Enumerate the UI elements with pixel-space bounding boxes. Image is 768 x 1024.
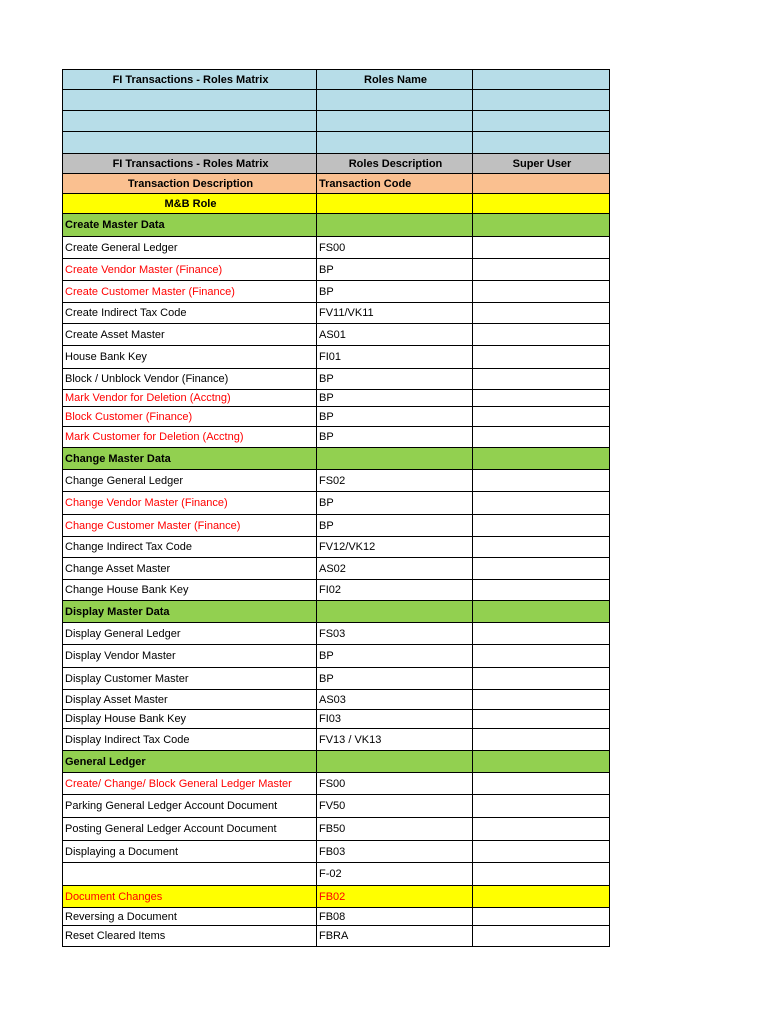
transaction-code: AS03 — [317, 690, 473, 710]
super-user-cell[interactable] — [473, 645, 610, 668]
super-user-cell[interactable] — [473, 281, 610, 303]
table-row — [63, 690, 610, 710]
roles-matrix-table — [62, 69, 610, 947]
table-row — [63, 645, 610, 668]
table-row — [63, 886, 610, 908]
super-user-cell[interactable] — [473, 427, 610, 448]
transaction-code: FS02 — [317, 470, 473, 492]
transaction-description: Document Changes — [63, 886, 317, 908]
roles-name-value[interactable] — [473, 70, 610, 90]
table-row — [63, 558, 610, 580]
transaction-code — [317, 601, 473, 623]
table-row — [63, 515, 610, 537]
super-user-cell[interactable] — [473, 237, 610, 259]
super-user-cell[interactable] — [473, 751, 610, 773]
description-row — [63, 154, 610, 174]
transaction-description: Reset Cleared Items — [63, 926, 317, 947]
transaction-code: BP — [317, 407, 473, 427]
section-row — [63, 448, 610, 470]
super-user-cell[interactable] — [473, 303, 610, 324]
title-row — [63, 70, 610, 90]
table-row — [63, 908, 610, 926]
transaction-description: Mark Vendor for Deletion (Acctng) — [63, 390, 317, 407]
super-user-cell[interactable] — [473, 492, 610, 515]
transaction-description: Displaying a Document — [63, 841, 317, 863]
transaction-code: FB02 — [317, 886, 473, 908]
transaction-description: Block / Unblock Vendor (Finance) — [63, 369, 317, 390]
transaction-code: FI02 — [317, 580, 473, 601]
transaction-code: FV50 — [317, 795, 473, 818]
transaction-description: Display Customer Master — [63, 668, 317, 690]
super-user-cell[interactable] — [473, 668, 610, 690]
super-user-cell[interactable] — [473, 623, 610, 645]
transaction-description: Display House Bank Key — [63, 710, 317, 729]
table-row — [63, 369, 610, 390]
transaction-description: Display Vendor Master — [63, 645, 317, 668]
table-row — [63, 237, 610, 259]
transaction-description: Display Master Data — [63, 601, 317, 623]
transaction-description: House Bank Key — [63, 346, 317, 369]
table-row — [63, 281, 610, 303]
transaction-code: AS02 — [317, 558, 473, 580]
super-user-cell[interactable] — [473, 346, 610, 369]
transaction-description: Change Customer Master (Finance) — [63, 515, 317, 537]
super-user-cell[interactable] — [473, 818, 610, 841]
table-row — [63, 818, 610, 841]
super-user-header: Super User — [473, 154, 610, 174]
blank-row — [63, 111, 610, 132]
transaction-code: FV13 / VK13 — [317, 729, 473, 751]
transaction-description: Change Vendor Master (Finance) — [63, 492, 317, 515]
transaction-code — [317, 214, 473, 237]
transaction-description: Create Customer Master (Finance) — [63, 281, 317, 303]
transaction-code: FV11/VK11 — [317, 303, 473, 324]
transaction-description: Create Vendor Master (Finance) — [63, 259, 317, 281]
super-user-cell[interactable] — [473, 841, 610, 863]
table-row — [63, 926, 610, 947]
transaction-code: FV12/VK12 — [317, 537, 473, 558]
transaction-code: AS01 — [317, 324, 473, 346]
table-row — [63, 580, 610, 601]
super-user-cell[interactable] — [473, 926, 610, 947]
transaction-code: FB50 — [317, 818, 473, 841]
table-row — [63, 863, 610, 886]
matrix-title-2: FI Transactions - Roles Matrix — [63, 154, 317, 174]
transaction-code: FI03 — [317, 710, 473, 729]
transaction-description: Change House Bank Key — [63, 580, 317, 601]
transaction-code: FS00 — [317, 773, 473, 795]
super-user-cell[interactable] — [473, 773, 610, 795]
role-name: M&B Role — [63, 194, 317, 214]
transaction-description: Create/ Change/ Block General Ledger Master — [63, 773, 317, 795]
transaction-description: Display General Ledger — [63, 623, 317, 645]
super-user-cell[interactable] — [473, 407, 610, 427]
transaction-description: Create Indirect Tax Code — [63, 303, 317, 324]
super-user-cell[interactable] — [473, 448, 610, 470]
transaction-description — [63, 863, 317, 886]
table-row — [63, 259, 610, 281]
transaction-code: BP — [317, 281, 473, 303]
super-user-cell[interactable] — [473, 537, 610, 558]
table-row — [63, 841, 610, 863]
transaction-description: Create General Ledger — [63, 237, 317, 259]
blank-row — [63, 132, 610, 154]
super-user-cell[interactable] — [473, 908, 610, 926]
table-row — [63, 492, 610, 515]
transaction-description: Block Customer (Finance) — [63, 407, 317, 427]
transaction-description: Display Asset Master — [63, 690, 317, 710]
column-header-row — [63, 174, 610, 194]
role-row — [63, 194, 610, 214]
transaction-code: BP — [317, 668, 473, 690]
table-row — [63, 710, 610, 729]
transaction-code: BP — [317, 390, 473, 407]
transaction-description: Change General Ledger — [63, 470, 317, 492]
transaction-description: Reversing a Document — [63, 908, 317, 926]
transaction-description-header: Transaction Description — [63, 174, 317, 194]
super-user-cell[interactable] — [473, 369, 610, 390]
transaction-code — [317, 448, 473, 470]
transaction-description: Parking General Ledger Account Document — [63, 795, 317, 818]
transaction-code: BP — [317, 369, 473, 390]
transaction-code: FB03 — [317, 841, 473, 863]
table-row — [63, 623, 610, 645]
table-row — [63, 390, 610, 407]
transaction-code: FS03 — [317, 623, 473, 645]
transaction-code-header: Transaction Code — [317, 174, 473, 194]
super-user-cell[interactable] — [473, 214, 610, 237]
super-user-cell[interactable] — [473, 863, 610, 886]
table-row — [63, 303, 610, 324]
table-row — [63, 407, 610, 427]
matrix-title: FI Transactions - Roles Matrix — [63, 70, 317, 90]
transaction-code: BP — [317, 645, 473, 668]
transaction-description: Display Indirect Tax Code — [63, 729, 317, 751]
transaction-code: FS00 — [317, 237, 473, 259]
super-user-cell[interactable] — [473, 259, 610, 281]
roles-matrix-body — [63, 70, 610, 947]
super-user-cell[interactable] — [473, 886, 610, 908]
section-row — [63, 751, 610, 773]
table-row — [63, 427, 610, 448]
super-user-cell[interactable] — [473, 729, 610, 751]
transaction-description: Change Indirect Tax Code — [63, 537, 317, 558]
transaction-code: BP — [317, 515, 473, 537]
transaction-code: BP — [317, 259, 473, 281]
transaction-description: Create Master Data — [63, 214, 317, 237]
super-user-cell[interactable] — [473, 690, 610, 710]
transaction-code: BP — [317, 492, 473, 515]
transaction-code — [317, 751, 473, 773]
transaction-code: FBRA — [317, 926, 473, 947]
section-row — [63, 601, 610, 623]
transaction-code: FB08 — [317, 908, 473, 926]
transaction-description: Change Asset Master — [63, 558, 317, 580]
transaction-code: FI01 — [317, 346, 473, 369]
super-user-cell[interactable] — [473, 795, 610, 818]
transaction-description: Posting General Ledger Account Document — [63, 818, 317, 841]
roles-name-header: Roles Name — [317, 70, 473, 90]
table-row — [63, 773, 610, 795]
table-row — [63, 729, 610, 751]
super-user-cell[interactable] — [473, 601, 610, 623]
super-user-cell[interactable] — [473, 558, 610, 580]
blank-row — [63, 90, 610, 111]
table-row — [63, 668, 610, 690]
table-row — [63, 470, 610, 492]
super-user-cell[interactable] — [473, 390, 610, 407]
transaction-code: BP — [317, 427, 473, 448]
table-row — [63, 537, 610, 558]
transaction-description: Change Master Data — [63, 448, 317, 470]
super-user-cell[interactable] — [473, 710, 610, 729]
super-user-cell[interactable] — [473, 580, 610, 601]
table-row — [63, 346, 610, 369]
table-row — [63, 795, 610, 818]
transaction-description: Mark Customer for Deletion (Acctng) — [63, 427, 317, 448]
super-user-cell[interactable] — [473, 470, 610, 492]
transaction-code: F-02 — [317, 863, 473, 886]
transaction-description: Create Asset Master — [63, 324, 317, 346]
super-user-cell[interactable] — [473, 324, 610, 346]
table-row — [63, 324, 610, 346]
transaction-description: General Ledger — [63, 751, 317, 773]
roles-description-header: Roles Description — [317, 154, 473, 174]
super-user-cell[interactable] — [473, 515, 610, 537]
section-row — [63, 214, 610, 237]
